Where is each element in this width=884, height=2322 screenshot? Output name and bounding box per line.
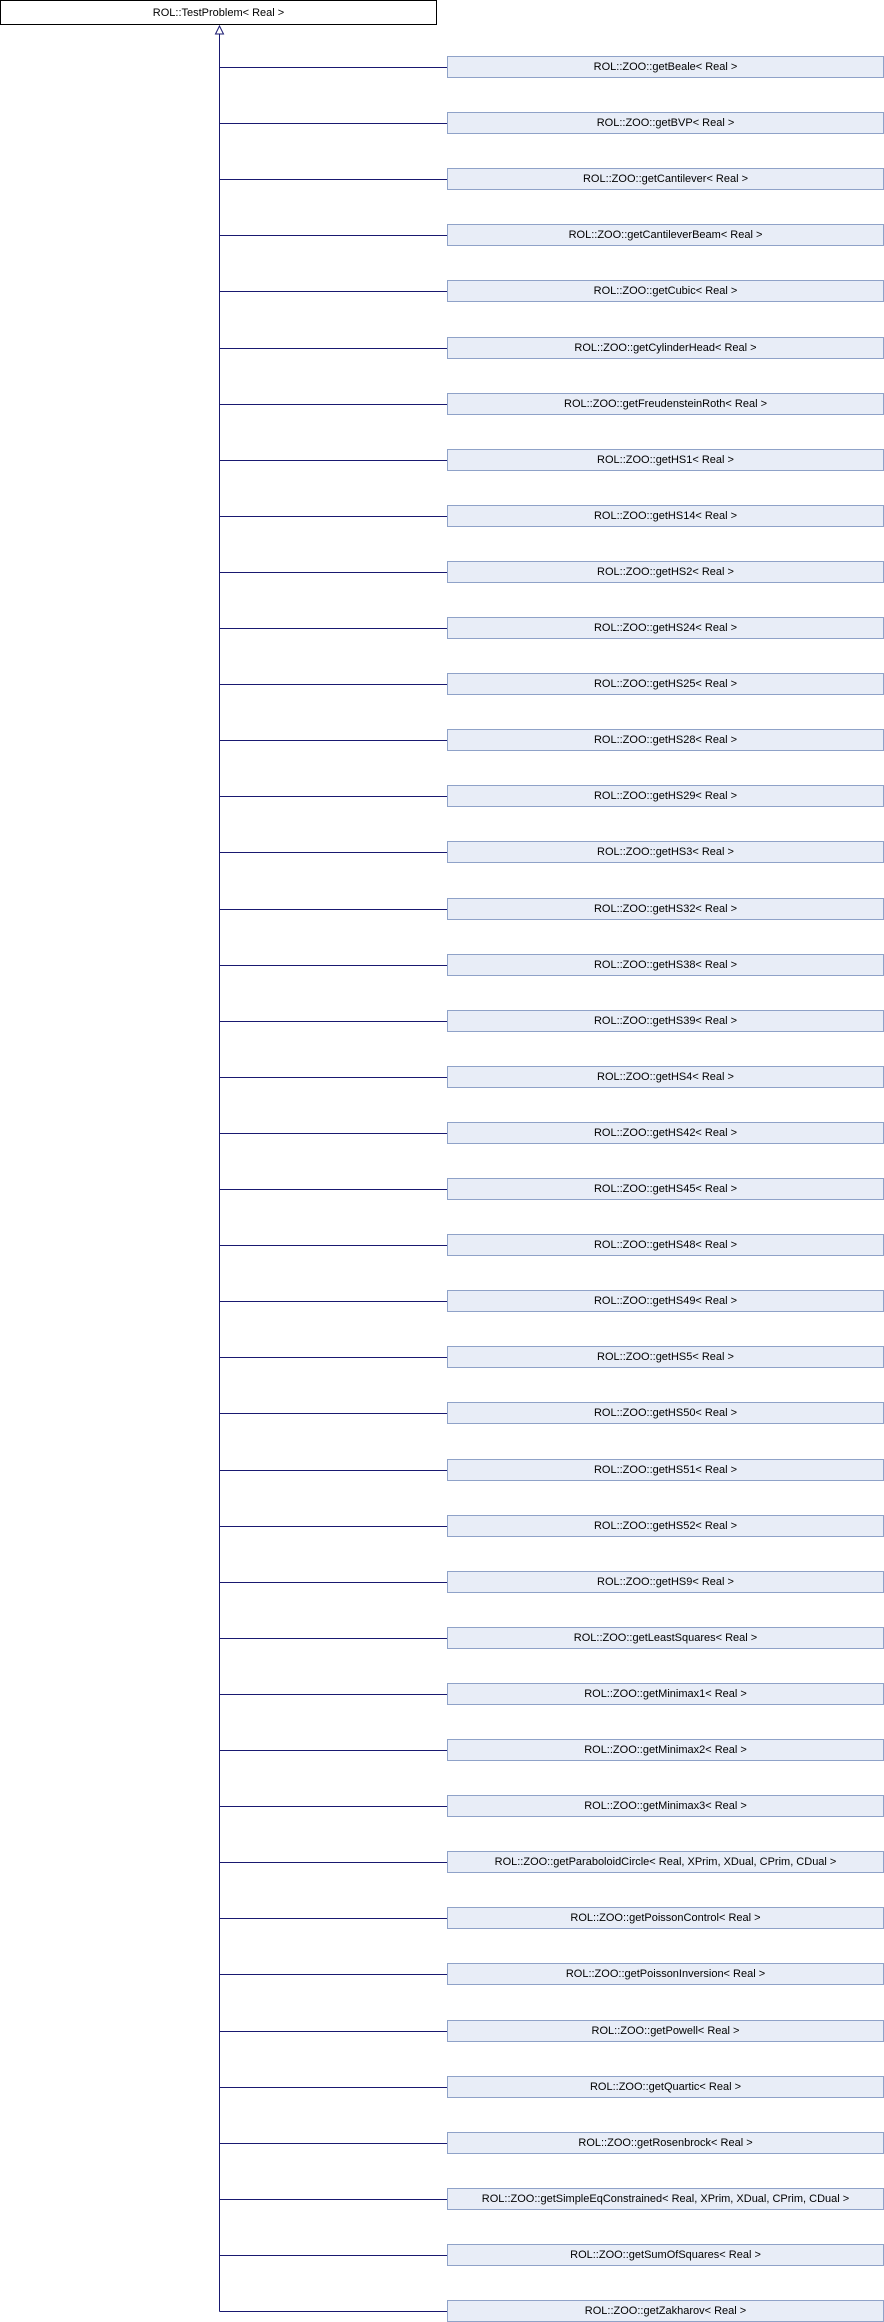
derived-class-node[interactable] [447, 561, 884, 583]
derived-class-label: ROL::ZOO::getHS25< Real > [593, 678, 738, 690]
derived-class-node[interactable] [447, 2244, 884, 2266]
derived-class-label: ROL::ZOO::getSumOfSquares< Real > [570, 2249, 761, 2261]
derived-class-node[interactable] [447, 1402, 884, 1424]
derived-class-node[interactable] [447, 1571, 884, 1593]
derived-class-label: ROL::ZOO::getHS2< Real > [597, 566, 734, 578]
derived-class-label: ROL::ZOO::getMinimax3< Real > [584, 1800, 747, 1812]
derived-class-label: ROL::ZOO::getHS5< Real > [597, 1351, 734, 1363]
derived-class-label: ROL::ZOO::getMinimax2< Real > [584, 1744, 747, 1756]
derived-class-label: ROL::ZOO::getBeale< Real > [593, 61, 738, 73]
derived-class-label: ROL::ZOO::getCantileverBeam< Real > [568, 229, 763, 241]
base-class-label: ROL::TestProblem< Real > [152, 6, 285, 19]
derived-class-node[interactable] [447, 1459, 884, 1481]
derived-class-label: ROL::ZOO::getHS24< Real > [593, 622, 738, 634]
derived-class-label: ROL::ZOO::getQuartic< Real > [589, 2081, 741, 2093]
derived-class-label: ROL::ZOO::getRosenbrock< Real > [578, 2137, 753, 2149]
derived-class-label: ROL::ZOO::getHS38< Real > [593, 959, 738, 971]
derived-class-label: ROL::ZOO::getPowell< Real > [591, 2025, 740, 2037]
derived-class-node[interactable] [447, 673, 884, 695]
derived-class-label: ROL::ZOO::getHS9< Real > [597, 1576, 734, 1588]
derived-class-node[interactable] [447, 2020, 884, 2042]
derived-class-label: ROL::ZOO::getHS51< Real > [593, 1464, 738, 1476]
derived-class-node[interactable] [447, 337, 884, 359]
derived-class-label: ROL::ZOO::getHS50< Real > [593, 1407, 738, 1419]
derived-class-node[interactable] [447, 1515, 884, 1537]
derived-class-label: ROL::ZOO::getHS28< Real > [593, 734, 738, 746]
derived-class-label: ROL::ZOO::getHS14< Real > [593, 510, 738, 522]
derived-class-label: ROL::ZOO::getHS4< Real > [597, 1071, 734, 1083]
derived-class-node[interactable] [447, 617, 884, 639]
derived-class-label: ROL::ZOO::getHS49< Real > [593, 1295, 738, 1307]
derived-class-node[interactable] [447, 1010, 884, 1032]
derived-class-node[interactable] [447, 729, 884, 751]
derived-class-node[interactable] [447, 1683, 884, 1705]
derived-class-label: ROL::ZOO::getPoissonInversion< Real > [565, 1968, 766, 1980]
derived-class-node[interactable] [447, 2132, 884, 2154]
derived-class-node[interactable] [447, 1122, 884, 1144]
derived-class-node[interactable] [447, 1627, 884, 1649]
derived-class-node[interactable] [447, 1963, 884, 1985]
base-class-node[interactable] [0, 0, 437, 25]
derived-class-label: ROL::ZOO::getFreudensteinRoth< Real > [564, 398, 767, 410]
derived-class-label: ROL::ZOO::getHS39< Real > [593, 1015, 738, 1027]
derived-class-node[interactable] [447, 1795, 884, 1817]
derived-class-label: ROL::ZOO::getMinimax1< Real > [584, 1688, 747, 1700]
derived-class-node[interactable] [447, 449, 884, 471]
derived-class-label: ROL::ZOO::getPoissonControl< Real > [570, 1912, 761, 1924]
derived-class-node[interactable] [447, 2188, 884, 2210]
derived-class-label: ROL::ZOO::getCylinderHead< Real > [574, 342, 757, 354]
derived-class-node[interactable] [447, 1178, 884, 1200]
derived-class-label: ROL::ZOO::getZakharov< Real > [584, 2305, 747, 2317]
derived-class-node[interactable] [447, 224, 884, 246]
derived-class-label: ROL::ZOO::getHS29< Real > [593, 790, 738, 802]
derived-class-label: ROL::ZOO::getParaboloidCircle< Real, XPrim, XDual, CPrim, CDual > [494, 1856, 837, 1868]
derived-class-label: ROL::ZOO::getHS1< Real > [597, 454, 734, 466]
derived-class-node[interactable] [447, 2300, 884, 2322]
derived-class-node[interactable] [447, 785, 884, 807]
derived-class-label: ROL::ZOO::getLeastSquares< Real > [573, 1632, 758, 1644]
derived-class-label: ROL::ZOO::getCubic< Real > [593, 285, 738, 297]
derived-class-node[interactable] [447, 112, 884, 134]
derived-class-node[interactable] [447, 56, 884, 78]
derived-class-node[interactable] [447, 1234, 884, 1256]
derived-class-label: ROL::ZOO::getHS52< Real > [593, 1520, 738, 1532]
derived-class-node[interactable] [447, 505, 884, 527]
derived-class-label: ROL::ZOO::getCantilever< Real > [582, 173, 749, 185]
derived-class-node[interactable] [447, 1851, 884, 1873]
derived-class-node[interactable] [447, 280, 884, 302]
derived-class-node[interactable] [447, 841, 884, 863]
derived-class-label: ROL::ZOO::getHS45< Real > [593, 1183, 738, 1195]
derived-class-node[interactable] [447, 1907, 884, 1929]
derived-class-label: ROL::ZOO::getSimpleEqConstrained< Real, XPrim, XDual, CPrim, CDual > [481, 2193, 850, 2205]
derived-class-label: ROL::ZOO::getHS42< Real > [593, 1127, 738, 1139]
derived-class-label: ROL::ZOO::getHS32< Real > [593, 903, 738, 915]
derived-class-node[interactable] [447, 1346, 884, 1368]
derived-class-label: ROL::ZOO::getHS3< Real > [597, 846, 734, 858]
derived-class-node[interactable] [447, 2076, 884, 2098]
derived-class-label: ROL::ZOO::getHS48< Real > [593, 1239, 738, 1251]
derived-class-node[interactable] [447, 393, 884, 415]
inheritance-arrowhead [216, 26, 224, 34]
derived-class-node[interactable] [447, 898, 884, 920]
derived-class-node[interactable] [447, 954, 884, 976]
derived-class-label: ROL::ZOO::getBVP< Real > [596, 117, 735, 129]
derived-class-node[interactable] [447, 1290, 884, 1312]
derived-class-node[interactable] [447, 1739, 884, 1761]
derived-class-node[interactable] [447, 1066, 884, 1088]
derived-class-node[interactable] [447, 168, 884, 190]
